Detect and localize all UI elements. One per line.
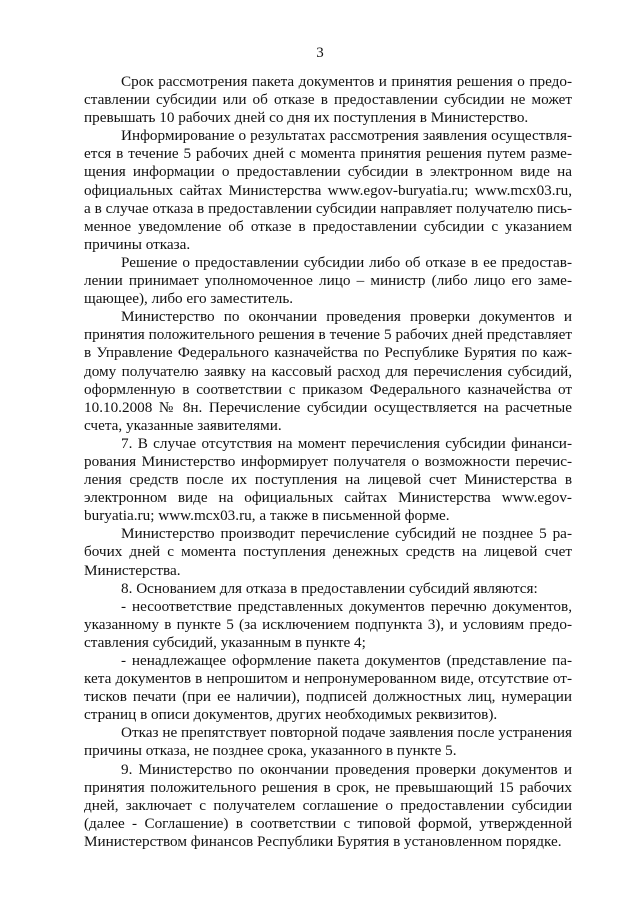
paragraph-resubmission: Отказ не препятствует повторной подаче заявления после устранения причины отказа, не позднее срока, указанного в пункте 5. xyxy=(84,724,572,760)
paragraph-decision-authority: Решение о предоставлении субсидии либо об отказе в ее предоставлении принимает уполномоченное лицо – министр (либо лицо его замещающее), либо его заместитель. xyxy=(84,253,572,308)
paragraph-review-period: Срок рассмотрения пакета документов и принятия решения о предоставлении субсидии или об отказе в предоставлении субсидии не может превышать 10 рабочих дней со дня их поступления в Министерство. xyxy=(84,73,572,127)
document-body xyxy=(84,73,572,851)
page-number: 3 xyxy=(316,45,324,61)
paragraph-item-7: 7. В случае отсутствия на момент перечисления субсидии финансирования Министерство информирует получателя о возможности перечисления средств после их поступления на лицевой счет Министерства в электронном виде на официальных сайтах Министерства www.egov-buryatia.ru; www.mcx03.ru, а также в письменной форме. xyxy=(84,434,572,525)
list-item-document-mismatch: - несоответствие представленных документов перечню документов, указанному в пункте 5 (за исключением подпункта 3), и условиям предоставления субсидий, указанным в пункте 4; xyxy=(84,597,572,651)
paragraph-item-9: 9. Министерство по окончании проведения проверки документов и принятия положительного решения в срок, не превышающий 15 рабочих дней, заключает с получателем соглашение о предоставлении субсидии (далее - Соглашение) в соответствии с типовой формой, утвержденной Министерством финансов Республики Бурятия в установленном порядке. xyxy=(84,760,572,850)
paragraph-item-8: 8. Основанием для отказа в предоставлении субсидий являются: xyxy=(121,579,538,597)
paragraph-notification: Информирование о результатах рассмотрения заявления осуществляется в течение 5 рабочих дней с момента принятия решения путем размещения информации о предоставлении субсидии в электронном виде на официальных сайтах Министерства www.egov-buryatia.ru; www.mcx03.ru, а в случае отказа в предоставлении субсидии направляет получателю письменное уведомление об отказе в предоставлении субсидии с указанием причины отказа. xyxy=(84,127,572,253)
paragraph-treasury-request: Министерство по окончании проведения проверки документов и принятия положительного решения в течение 5 рабочих дней представляет в Управление Федерального казначейства по Республике Бурятия по каждому получателю заявку на кассовый расход для перечисления субсидий, оформленную в соответствии с приказом Федерального казначейства от 10.10.2008 № 8н. Перечисление субсидии осуществляется на расчетные счета, указанные заявителями. xyxy=(84,308,572,434)
paragraph-transfer-deadline: Министерство производит перечисление субсидий не позднее 5 рабочих дней с момента поступления денежных средств на лицевой счет Министерства. xyxy=(84,525,572,579)
list-item-improper-package: - ненадлежащее оформление пакета документов (представление пакета документов в непрошитом и непронумерованном виде, отсутствие оттисков печати (при ее наличии), подписей должностных лиц, нумерации страниц в описи документов, других необходимых реквизитов). xyxy=(84,652,572,724)
